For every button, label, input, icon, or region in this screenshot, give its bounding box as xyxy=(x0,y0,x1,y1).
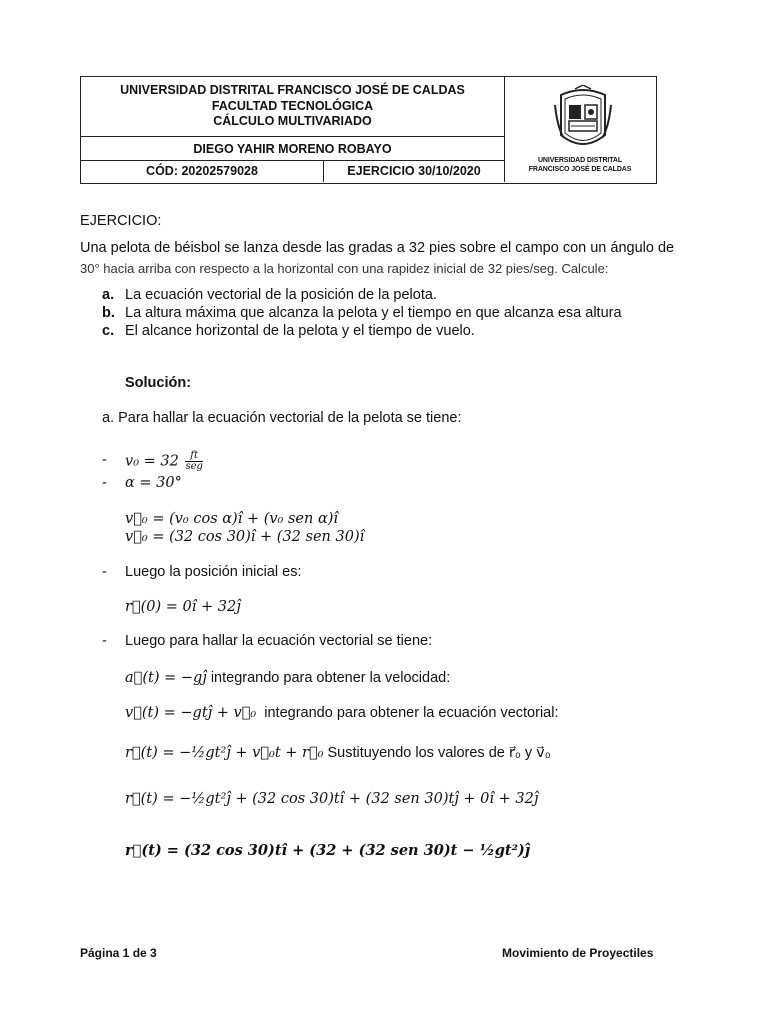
logo-caption-line1: UNIVERSIDAD DISTRITAL xyxy=(537,157,623,164)
item-text: La ecuación vectorial de la posición de la pelota. xyxy=(125,287,437,303)
document-topic: Movimiento de Proyectiles xyxy=(502,946,654,960)
solution-heading: Solución: xyxy=(125,375,192,391)
alpha-equation: α = 30° xyxy=(125,475,182,491)
exercise-heading: EJERCICIO: xyxy=(80,213,162,229)
item-text: La altura máxima que alcanza la pelota y el tiempo en que alcanza esa altura xyxy=(125,305,622,321)
position-general-note: Sustituyendo los valores de r⃗₀ y v⃗₀ xyxy=(327,745,551,761)
bullet-dash: - xyxy=(102,452,107,468)
position-general-line xyxy=(125,744,551,762)
acceleration-equation: a⃗(t) = −gĵ xyxy=(125,670,207,686)
logo-caption xyxy=(505,157,655,174)
author-name: DIEGO YAHIR MORENO ROBAYO xyxy=(81,138,504,161)
course-name: CÁLCULO MULTIVARIADO xyxy=(213,114,372,128)
v0-unit-den: seg xyxy=(185,461,203,472)
acceleration-line xyxy=(125,669,450,687)
exercise-item xyxy=(102,286,437,304)
exercise-statement-line2: 30° hacia arriba con respecto a la horizontal con una rapidez inicial de 32 pies/seg. Calcule: xyxy=(80,261,609,276)
exercise-item xyxy=(102,322,475,340)
bullet-dash: - xyxy=(102,633,107,649)
logo-caption-line2: FRANCISCO JOSÉ DE CALDAS xyxy=(528,165,632,173)
exercise-item xyxy=(102,304,622,322)
item-text: El alcance horizontal de la pelota y el tiempo de vuelo. xyxy=(125,323,475,339)
bullet-dash: - xyxy=(102,475,107,491)
initial-position-text: Luego la posición inicial es: xyxy=(125,564,302,580)
v0-equation xyxy=(125,451,203,472)
header-table xyxy=(80,76,657,184)
part-a-intro: a. Para hallar la ecuación vectorial de la pelota se tiene: xyxy=(102,410,462,426)
position-general-equation: r⃗(t) = −½gt²ĵ + v⃗₀t + r⃗₀ xyxy=(125,745,324,761)
position-substituted-equation: r⃗(t) = −½gt²ĵ + (32 cos 30)tî + (32 sen 30)tĵ + 0î + 32ĵ xyxy=(125,791,539,807)
university-seal-icon xyxy=(553,85,613,155)
acceleration-note: integrando para obtener la velocidad: xyxy=(210,670,451,686)
logo-cell xyxy=(505,77,655,182)
vector-equation-text: Luego para hallar la ecuación vectorial se tiene: xyxy=(125,633,433,649)
header-info xyxy=(81,77,505,182)
faculty-name: FACULTAD TECNOLÓGICA xyxy=(211,98,374,113)
position-final-equation: r⃗(t) = (32 cos 30)tî + (32 + (32 sen 30)t − ½gt²)ĵ xyxy=(125,842,531,859)
institution-name: UNIVERSIDAD DISTRITAL FRANCISCO JOSÉ DE CALDAS xyxy=(120,83,465,97)
page-number: Página 1 de 3 xyxy=(80,946,157,960)
velocity-line xyxy=(125,704,559,722)
velocity-note: integrando para obtener la ecuación vectorial: xyxy=(264,705,559,721)
bullet-dash: - xyxy=(102,564,107,580)
v0-unit-num: ft xyxy=(185,451,202,462)
velocity-equation: v⃗(t) = −gtĵ + v⃗₀ xyxy=(125,705,257,721)
item-marker: c. xyxy=(102,323,115,339)
item-marker: a. xyxy=(102,287,115,303)
exercise-date: EJERCICIO 30/10/2020 xyxy=(347,164,481,178)
v0-numeric-equation: v⃗₀ = (32 cos 30)î + (32 sen 30)î xyxy=(125,529,365,545)
student-code: CÓD: 20202579028 xyxy=(81,161,324,182)
item-marker: b. xyxy=(102,305,115,321)
r0-equation: r⃗(0) = 0î + 32ĵ xyxy=(125,599,241,615)
institution-block xyxy=(81,77,504,137)
v0-general-equation: v⃗₀ = (v₀ cos α)î + (v₀ sen α)î xyxy=(125,511,339,527)
v0-unit-fraction xyxy=(185,451,202,472)
exercise-statement-line1: Una pelota de béisbol se lanza desde las gradas a 32 pies sobre el campo con un ángulo de xyxy=(80,240,675,256)
v0-value: v₀ = 32 xyxy=(125,453,179,470)
